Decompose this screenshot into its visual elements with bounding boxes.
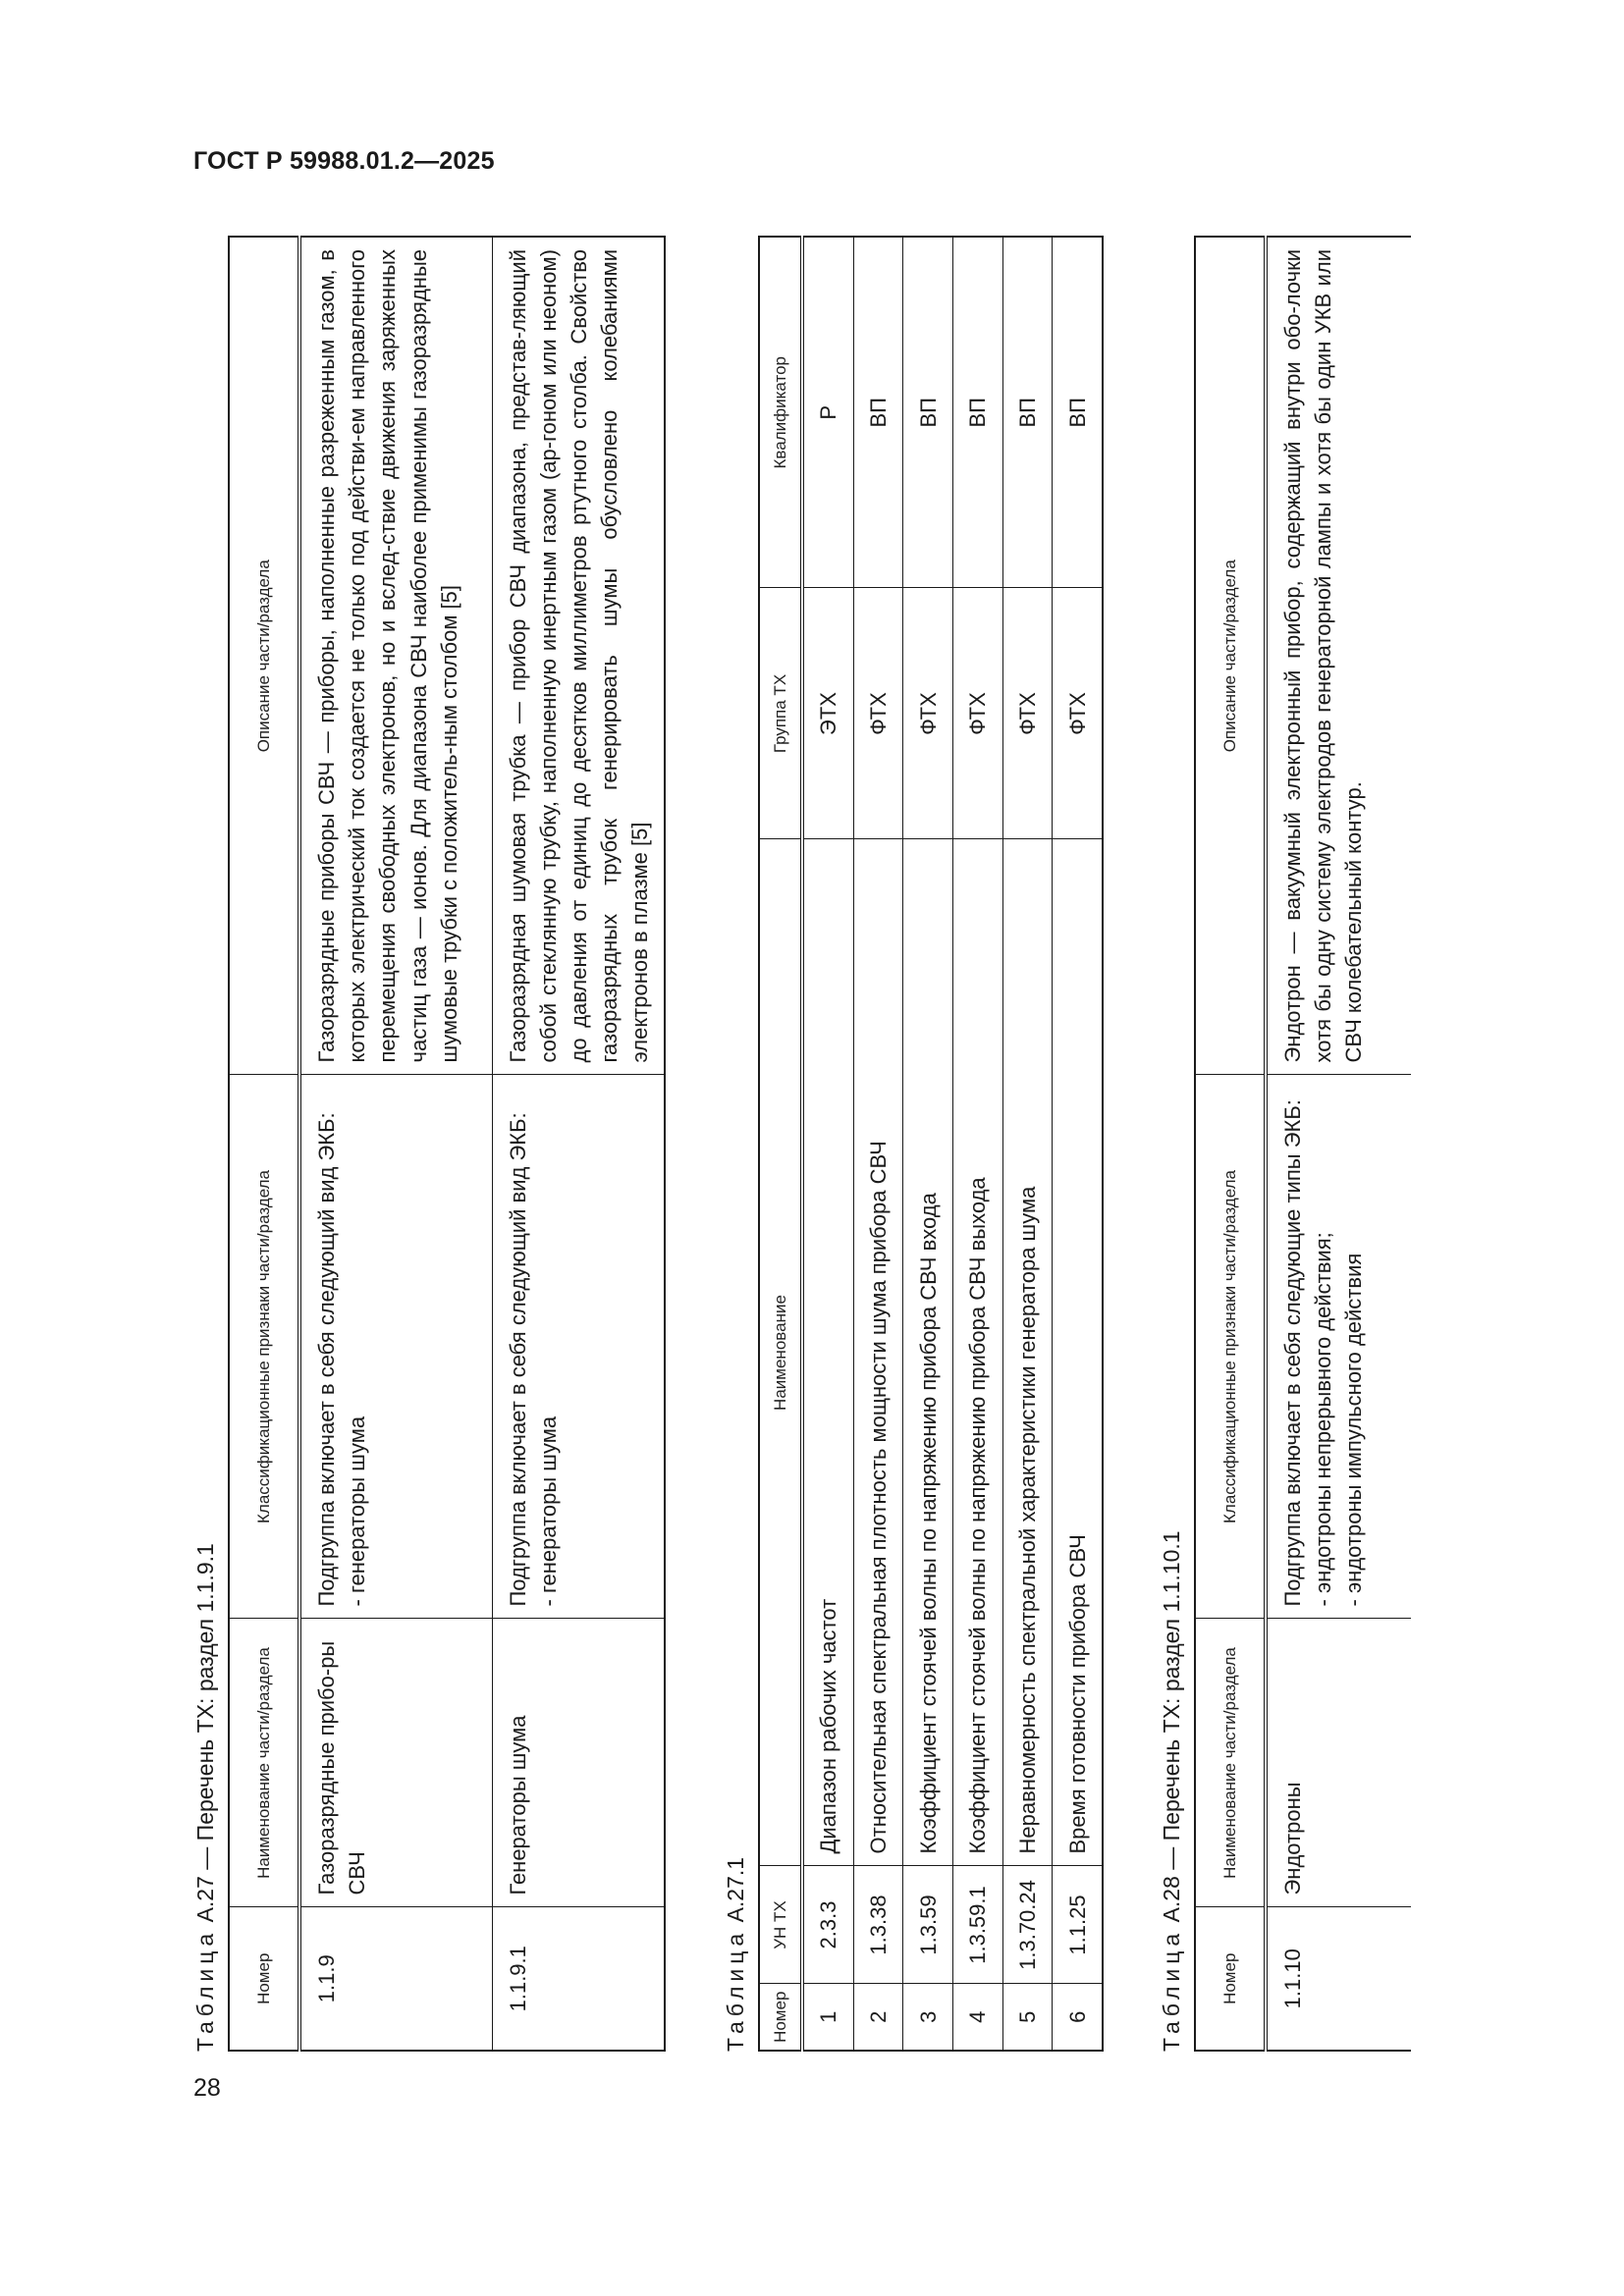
row-name: Время готовности прибора СВЧ bbox=[1053, 839, 1103, 1866]
column-header: Группа ТХ bbox=[759, 588, 802, 839]
row-qualifier: Р bbox=[802, 237, 853, 588]
caption-prefix: Таблица bbox=[1159, 1928, 1184, 2052]
row-qualifier: ВП bbox=[853, 237, 903, 588]
document-header: ГОСТ Р 59988.01.2—2025 bbox=[193, 147, 495, 175]
row-group: ФТХ bbox=[953, 588, 1003, 839]
row-features bbox=[299, 1075, 492, 1619]
caption-text: А.28 — Перечень ТХ: раздел 1.1.10.1 bbox=[1159, 1530, 1184, 1923]
row-number: 1.1.10 bbox=[1266, 1907, 1411, 2051]
row-qualifier: ВП bbox=[953, 237, 1003, 588]
table-row bbox=[1053, 237, 1103, 2051]
table-a27 bbox=[228, 236, 666, 2052]
table-row bbox=[1266, 237, 1411, 2051]
column-header: Наименование bbox=[759, 839, 802, 1866]
column-header: Наименование части/раздела bbox=[1195, 1619, 1266, 1907]
caption-text: А.27.1 bbox=[723, 1856, 748, 1923]
column-header: Классификационные признаки части/раздела bbox=[1195, 1075, 1266, 1619]
row-number: 5 bbox=[1002, 1984, 1053, 2051]
row-name: Газоразрядные прибо-ры СВЧ bbox=[299, 1619, 492, 1907]
row-code: 1.3.70.24 bbox=[1002, 1866, 1053, 1984]
row-number: 6 bbox=[1053, 1984, 1103, 2051]
row-name: Относительная спектральная плотность мощности шума прибора СВЧ bbox=[853, 839, 903, 1866]
table-row bbox=[492, 237, 665, 2051]
features-item: - эндотроны непрерывного действия; bbox=[1311, 1232, 1336, 1607]
row-description: Газоразрядные приборы СВЧ — приборы, наполненные разреженным газом, в которых электрический ток создается не только под действи-ем направленного перемещения свободных электронов, но и вслед-ствие движения заряженных частиц газа — ионов. Для диапазона СВЧ наиболее применимы газоразрядные шумовые трубки с положитель-ным столбом [5] bbox=[299, 237, 492, 1075]
row-name: Эндотроны bbox=[1266, 1619, 1411, 1907]
row-name: Диапазон рабочих частот bbox=[802, 839, 853, 1866]
features-item: - эндотроны импульсного действия bbox=[1341, 1253, 1367, 1607]
row-description: Газоразрядная шумовая трубка — прибор СВЧ диапазона, представ-ляющий собой стеклянную трубку, наполненную инертным газом (ар-гоном или неоном) до давления от единиц до десятков миллиметров ртутного столба. Свойство газоразрядных трубок генерировать шумы обусловлено колебаниями электронов в плазме [5] bbox=[492, 237, 665, 1075]
table-row bbox=[853, 237, 903, 2051]
column-header: Номер bbox=[229, 1907, 299, 2051]
row-group: ФТХ bbox=[903, 588, 953, 839]
column-header: Номер bbox=[1195, 1907, 1266, 2051]
features-text: Подгруппа включает в себя следующие типы ЭКБ: bbox=[1280, 1099, 1305, 1607]
caption-text: А.27 — Перечень ТХ: раздел 1.1.9.1 bbox=[192, 1543, 218, 1923]
row-qualifier: ВП bbox=[1002, 237, 1053, 588]
rotated-content bbox=[192, 216, 1400, 2052]
features-text: Подгруппа включает в себя следующий вид ЭКБ: bbox=[505, 1112, 530, 1607]
row-number: 1 bbox=[802, 1984, 853, 2051]
column-header: Описание части/раздела bbox=[1195, 237, 1266, 1075]
row-group: ФТХ bbox=[1053, 588, 1103, 839]
row-name: Коэффициент стоячей волны по напряжению прибора СВЧ входа bbox=[903, 839, 953, 1866]
row-code: 1.1.25 bbox=[1053, 1866, 1103, 1984]
row-code: 2.3.3 bbox=[802, 1866, 853, 1984]
row-qualifier: ВП bbox=[903, 237, 953, 588]
caption-prefix: Таблица bbox=[723, 1928, 748, 2052]
row-description: Эндотрон — вакуумный электронный прибор, содержащий внутри обо-лочки хотя бы одну систему электродов генераторной лампы и хотя бы один УКВ или СВЧ колебательный контур. bbox=[1266, 237, 1411, 1075]
row-code: 1.3.59.1 bbox=[953, 1866, 1003, 1984]
table-a27-1 bbox=[758, 236, 1104, 2052]
features-item: - генераторы шума bbox=[345, 1415, 370, 1607]
column-header: Наименование части/раздела bbox=[229, 1619, 299, 1907]
row-number: 4 bbox=[953, 1984, 1003, 2051]
row-name: Неравномерность спектральной характеристики генератора шума bbox=[1002, 839, 1053, 1866]
table-a28 bbox=[1194, 236, 1411, 2052]
row-group: ЭТХ bbox=[802, 588, 853, 839]
column-header: Квалификатор bbox=[759, 237, 802, 588]
row-number: 3 bbox=[903, 1984, 953, 2051]
column-header: УН ТХ bbox=[759, 1866, 802, 1984]
row-features bbox=[1266, 1075, 1411, 1619]
caption-prefix: Таблица bbox=[192, 1928, 218, 2052]
table-row bbox=[1002, 237, 1053, 2051]
row-group: ФТХ bbox=[853, 588, 903, 839]
table-a28-caption bbox=[1159, 1530, 1185, 2052]
table-row bbox=[299, 237, 492, 2051]
table-a27-caption bbox=[192, 1543, 219, 2052]
column-header: Описание части/раздела bbox=[229, 237, 299, 1075]
column-header: Классификационные признаки части/раздела bbox=[229, 1075, 299, 1619]
row-number: 2 bbox=[853, 1984, 903, 2051]
row-group: ФТХ bbox=[1002, 588, 1053, 839]
row-code: 1.3.38 bbox=[853, 1866, 903, 1984]
row-number: 1.1.9.1 bbox=[492, 1907, 665, 2051]
table-row bbox=[903, 237, 953, 2051]
table-row bbox=[953, 237, 1003, 2051]
row-code: 1.3.59 bbox=[903, 1866, 953, 1984]
table-a27-1-caption bbox=[723, 1857, 749, 2052]
table-row bbox=[802, 237, 853, 2051]
row-features bbox=[492, 1075, 665, 1619]
features-text: Подгруппа включает в себя следующий вид ЭКБ: bbox=[314, 1112, 339, 1607]
row-name: Генераторы шума bbox=[492, 1619, 665, 1907]
row-number: 1.1.9 bbox=[299, 1907, 492, 2051]
column-header: Номер bbox=[759, 1984, 802, 2051]
page-number: 28 bbox=[193, 2074, 221, 2102]
features-item: - генераторы шума bbox=[535, 1415, 561, 1607]
row-name: Коэффициент стоячей волны по напряжению прибора СВЧ выхода bbox=[953, 839, 1003, 1866]
row-qualifier: ВП bbox=[1053, 237, 1103, 588]
